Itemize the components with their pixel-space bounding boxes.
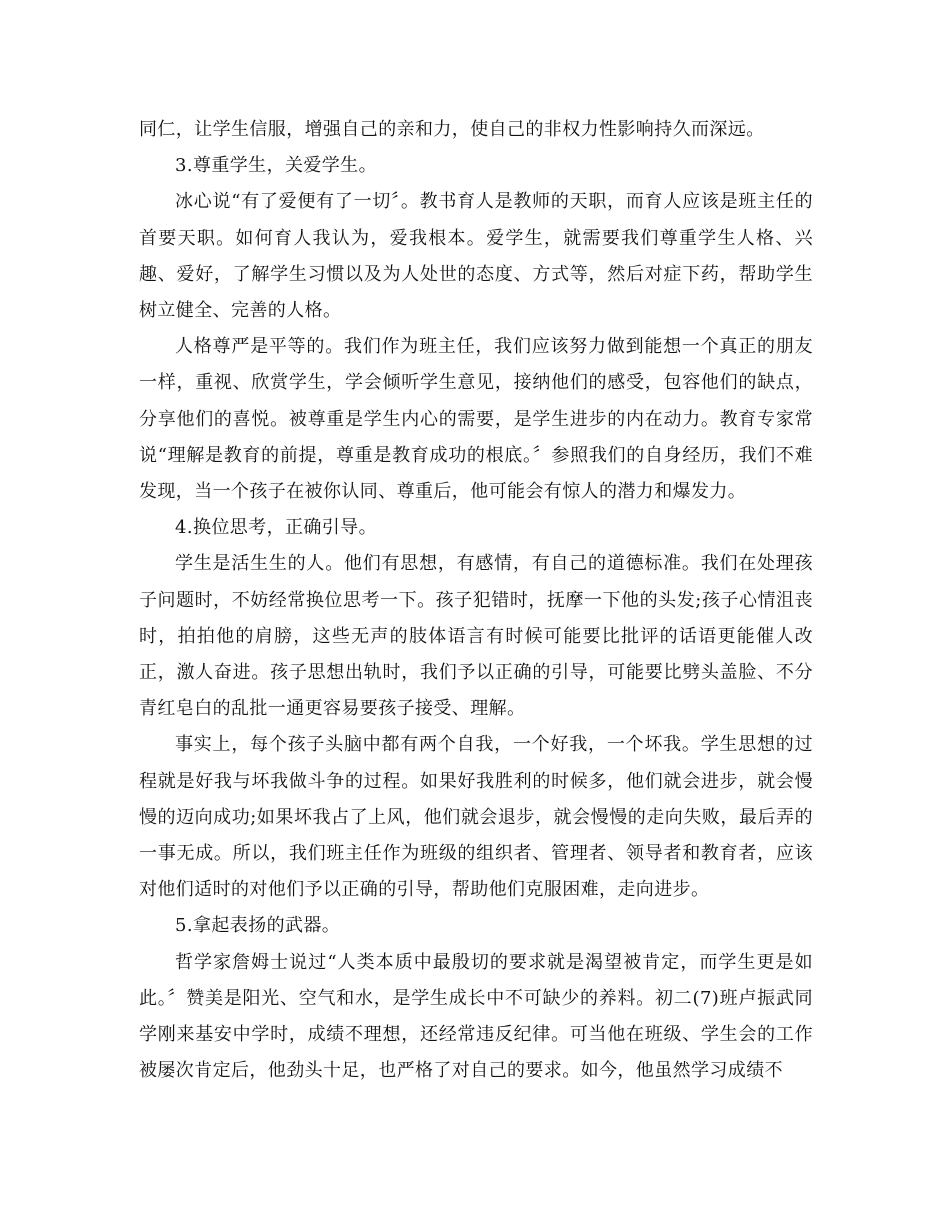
document-body [139, 112, 813, 1089]
section-heading-5: 5.拿起表扬的武器。 [175, 915, 341, 937]
section-heading-3: 3.尊重学生，关爱学生。 [175, 155, 377, 177]
paragraph: 人格尊严是平等的。我们作为班主任，我们应该努力做到能想一个真正的朋友一样，重视、欣赏学生，学会倾听学生意见，接纳他们的感受，包容他们的缺点，分享他们的喜悦。被尊重是学生内心的需要，是学生进步的内在动力。教育专家常说“理解是教育的前提，尊重是教育成功的根底。〞参照我们的自身经历，我们不难发现，当一个孩子在被你认同、尊重后，他可能会有惊人的潜力和爆发力。 [139, 336, 813, 503]
paragraph-continuation: 同仁，让学生信服，增强自己的亲和力，使自己的非权力性影响持久而深远。 [139, 119, 765, 140]
paragraph: 学生是活生生的人。他们有思想，有感情，有自己的道德标准。我们在处理孩子问题时，不妨经常换位思考一下。孩子犯错时，抚摩一下他的头发;孩子心情沮丧时，拍拍他的肩膀，这些无声的肢体语言有时候可能要比批评的话语更能催人改正，激人奋进。孩子思想出轨时，我们予以正确的引导，可能要比劈头盖脸、不分青红皂白的乱批一通更容易要孩子接受、理解。 [139, 553, 813, 720]
paragraph: 哲学家詹姆士说过“人类本质中最殷切的要求就是渴望被肯定，而学生更是如此。〞赞美是阳光、空气和水，是学生成长中不可缺少的养料。初二(7)班卢振武同学刚来基安中学时，成绩不理想，还经常违反纪律。可当他在班级、学生会的工作被屡次肯定后，他劲头十足，也严格了对自己的要求。如今，他虽然学习成绩不 [139, 951, 813, 1082]
paragraph: 事实上，每个孩子头脑中都有两个自我，一个好我，一个坏我。学生思想的过程就是好我与坏我做斗争的过程。如果好我胜利的时候多，他们就会进步，就会慢慢的迈向成功;如果坏我占了上风，他们就会退步，就会慢慢的走向失败，最后弄的一事无成。所以，我们班主任作为班级的组织者、管理者、领导者和教育者，应该对他们适时的对他们予以正确的引导，帮助他们克服困难，走向进步。 [139, 734, 813, 901]
paragraph: 冰心说“有了爱便有了一切〞。教书育人是教师的天职，而育人应该是班主任的首要天职。如何育人我认为，爱我根本。爱学生，就需要我们尊重学生人格、兴趣、爱好，了解学生习惯以及为人处世的态度、方式等，然后对症下药，帮助学生树立健全、完善的人格。 [139, 191, 813, 322]
section-heading-4: 4.换位思考，正确引导。 [175, 517, 377, 539]
